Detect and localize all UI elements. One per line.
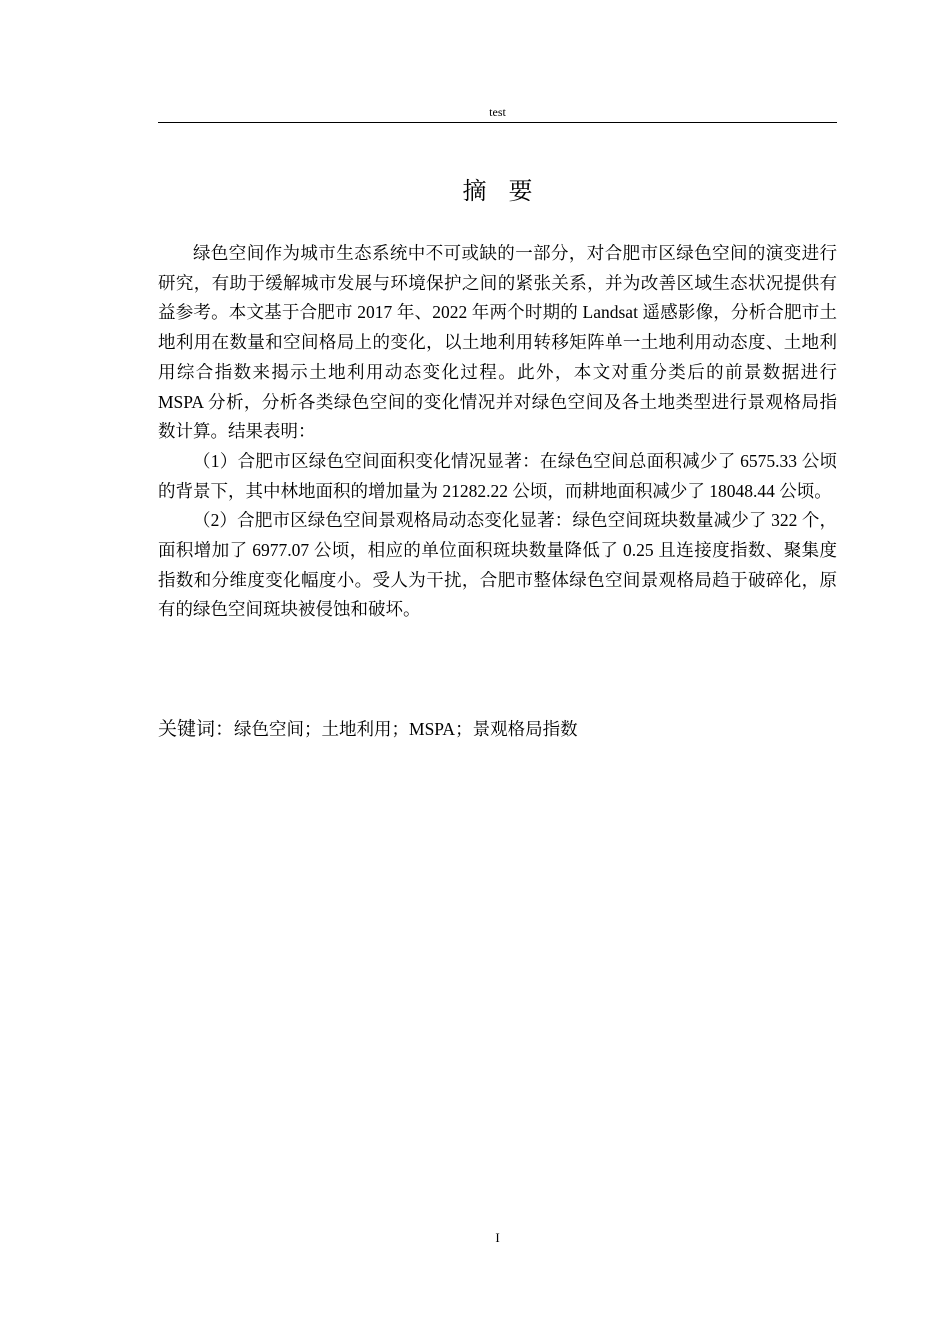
keywords-label: 关键词： — [158, 718, 235, 740]
keywords-text: 绿色空间；土地利用；MSPA；景观格局指数 — [234, 719, 578, 739]
keywords-line — [158, 714, 837, 744]
abstract-paragraph-intro: 绿色空间作为城市生态系统中不可或缺的一部分，对合肥市区绿色空间的演变进行研究，有助于缓解城市发展与环境保护之间的紧张关系，并为改善区域生态状况提供有益参考。本文基于合肥市 2017 年、2022 年两个时期的 Landsat 遥感影像，分析合肥市土地利用在数量和空间格局上的变化，以土地利用转移矩阵单一土地利用动态度、土地利用综合指数来揭示土地利用动态变化过程。此外，本文对重分类后的前景数据进行 MSPA 分析，分析各类绿色空间的变化情况并对绿色空间及各土地类型进行景观格局指数计算。结果表明： — [158, 243, 837, 442]
abstract-body — [158, 239, 837, 625]
page-number: I — [495, 1230, 500, 1245]
abstract-title: 摘要 — [462, 177, 555, 205]
abstract-paragraph-result-2: （2）合肥市区绿色空间景观格局动态变化显著：绿色空间斑块数量减少了 322 个，面积增加了 6977.07 公顷，相应的单位面积斑块数量降低了 0.25 且连接度指数、聚集度指数和分维度变化幅度小。受人为干扰，合肥市整体绿色空间景观格局趋于破碎化，原有的绿色空间斑块被侵蚀和破坏。 — [158, 510, 837, 620]
abstract-paragraph-result-1: （1）合肥市区绿色空间面积变化情况显著：在绿色空间总面积减少了 6575.33 公顷的背景下，其中林地面积的增加量为 21282.22 公顷，而耕地面积减少了 18048.44 公顷。 — [158, 450, 837, 501]
running-header: test — [489, 105, 506, 119]
header-rule — [158, 122, 837, 123]
